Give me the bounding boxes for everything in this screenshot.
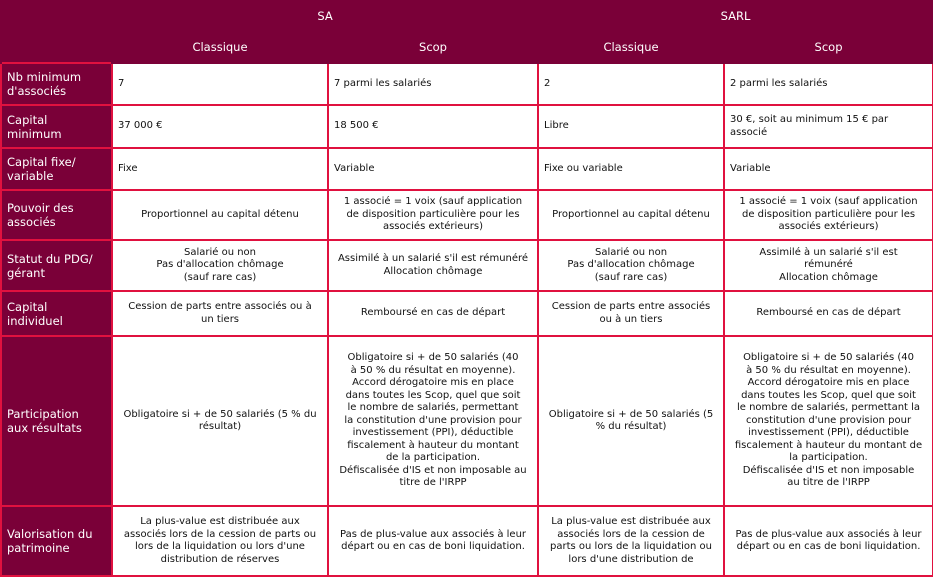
table-row: [1, 506, 933, 576]
table-cell: 1 associé = 1 voix (sauf application de disposition particulière pour les associés extérieurs): [328, 190, 538, 240]
row-label: Statut du PDG/ gérant: [1, 240, 112, 291]
subheader-sa-scop: Scop: [328, 32, 538, 63]
table-cell: Pas de plus-value aux associés à leur départ ou en cas de boni liquidation.: [328, 506, 538, 576]
table-cell: Obligatoire si + de 50 salariés (40 à 50 % du résultat en moyenne). Accord dérogatoire mis en place dans toutes les Scop, quel que soit le nombre de salariés, permettant la constitution d'une provision pour investissement (PPI), déductible fiscalement à hauteur du montant de la participation. Défiscalisée d'IS et non imposable au titre de l'IRPP: [724, 336, 933, 506]
table-row: [1, 336, 933, 506]
group-header-sarl: SARL: [538, 1, 933, 32]
table-cell: 2: [538, 63, 724, 105]
group-header-sa: SA: [112, 1, 538, 32]
row-label: Participation aux résultats: [1, 336, 112, 506]
table-row: [1, 240, 933, 291]
table-cell: 1 associé = 1 voix (sauf application de disposition particulière pour les associés extérieurs): [724, 190, 933, 240]
subheader-sarl-classique: Classique: [538, 32, 724, 63]
table-cell: Variable: [724, 148, 933, 190]
row-label: Valorisation du patrimoine: [1, 506, 112, 576]
table-cell: 30 €, soit au minimum 15 € par associé: [724, 105, 933, 148]
table-cell: Fixe: [112, 148, 328, 190]
table-cell: Libre: [538, 105, 724, 148]
table-cell: Proportionnel au capital détenu: [112, 190, 328, 240]
table-cell: Assimilé à un salarié s'il est rémunéré Allocation chômage: [328, 240, 538, 291]
corner-cell: [1, 1, 112, 63]
subheader-sarl-scop: Scop: [724, 32, 933, 63]
table-row: [1, 190, 933, 240]
table-cell: Remboursé en cas de départ: [328, 291, 538, 336]
table-cell: Proportionnel au capital détenu: [538, 190, 724, 240]
table-cell: Pas de plus-value aux associés à leur départ ou en cas de boni liquidation.: [724, 506, 933, 576]
table-cell: Assimilé à un salarié s'il est rémunéré Allocation chômage: [724, 240, 933, 291]
table-cell: 37 000 €: [112, 105, 328, 148]
table-cell: 2 parmi les salariés: [724, 63, 933, 105]
subheader-sa-classique: Classique: [112, 32, 328, 63]
table-cell: Obligatoire si + de 50 salariés (5 % du résultat): [112, 336, 328, 506]
row-label: Capital fixe/ variable: [1, 148, 112, 190]
table-cell: Fixe ou variable: [538, 148, 724, 190]
table-cell: La plus-value est distribuée aux associés lors de la cession de parts ou lors de la liquidation ou lors d'une distribution de réserves: [112, 506, 328, 576]
table-row: [1, 148, 933, 190]
table-cell: Cession de parts entre associés ou à un tiers: [112, 291, 328, 336]
table-cell: 7 parmi les salariés: [328, 63, 538, 105]
table-cell: Cession de parts entre associés ou à un tiers: [538, 291, 724, 336]
table-cell: Obligatoire si + de 50 salariés (5 % du résultat): [538, 336, 724, 506]
table-row: [1, 63, 933, 105]
table-cell: Salarié ou non Pas d'allocation chômage (sauf rare cas): [112, 240, 328, 291]
table-cell: Variable: [328, 148, 538, 190]
table-row: [1, 105, 933, 148]
table-row: [1, 291, 933, 336]
row-label: Pouvoir des associés: [1, 190, 112, 240]
row-label: Capital individuel: [1, 291, 112, 336]
table-cell: La plus-value est distribuée aux associés lors de la cession de parts ou lors de la liquidation ou lors d'une distribution de: [538, 506, 724, 576]
table-cell: Salarié ou non Pas d'allocation chômage (sauf rare cas): [538, 240, 724, 291]
table-cell: 7: [112, 63, 328, 105]
row-label: Capital minimum: [1, 105, 112, 148]
row-label: Nb minimum d'associés: [1, 63, 112, 105]
table-cell: 18 500 €: [328, 105, 538, 148]
table-cell: Obligatoire si + de 50 salariés (40 à 50 % du résultat en moyenne). Accord dérogatoire mis en place dans toutes les Scop, quel que soit le nombre de salariés, permettant la constitution d'une provision pour investissement (PPI), déductible fiscalement à hauteur du montant de la participation. Défiscalisée d'IS et non imposable au titre de l'IRPP: [328, 336, 538, 506]
table-cell: Remboursé en cas de départ: [724, 291, 933, 336]
